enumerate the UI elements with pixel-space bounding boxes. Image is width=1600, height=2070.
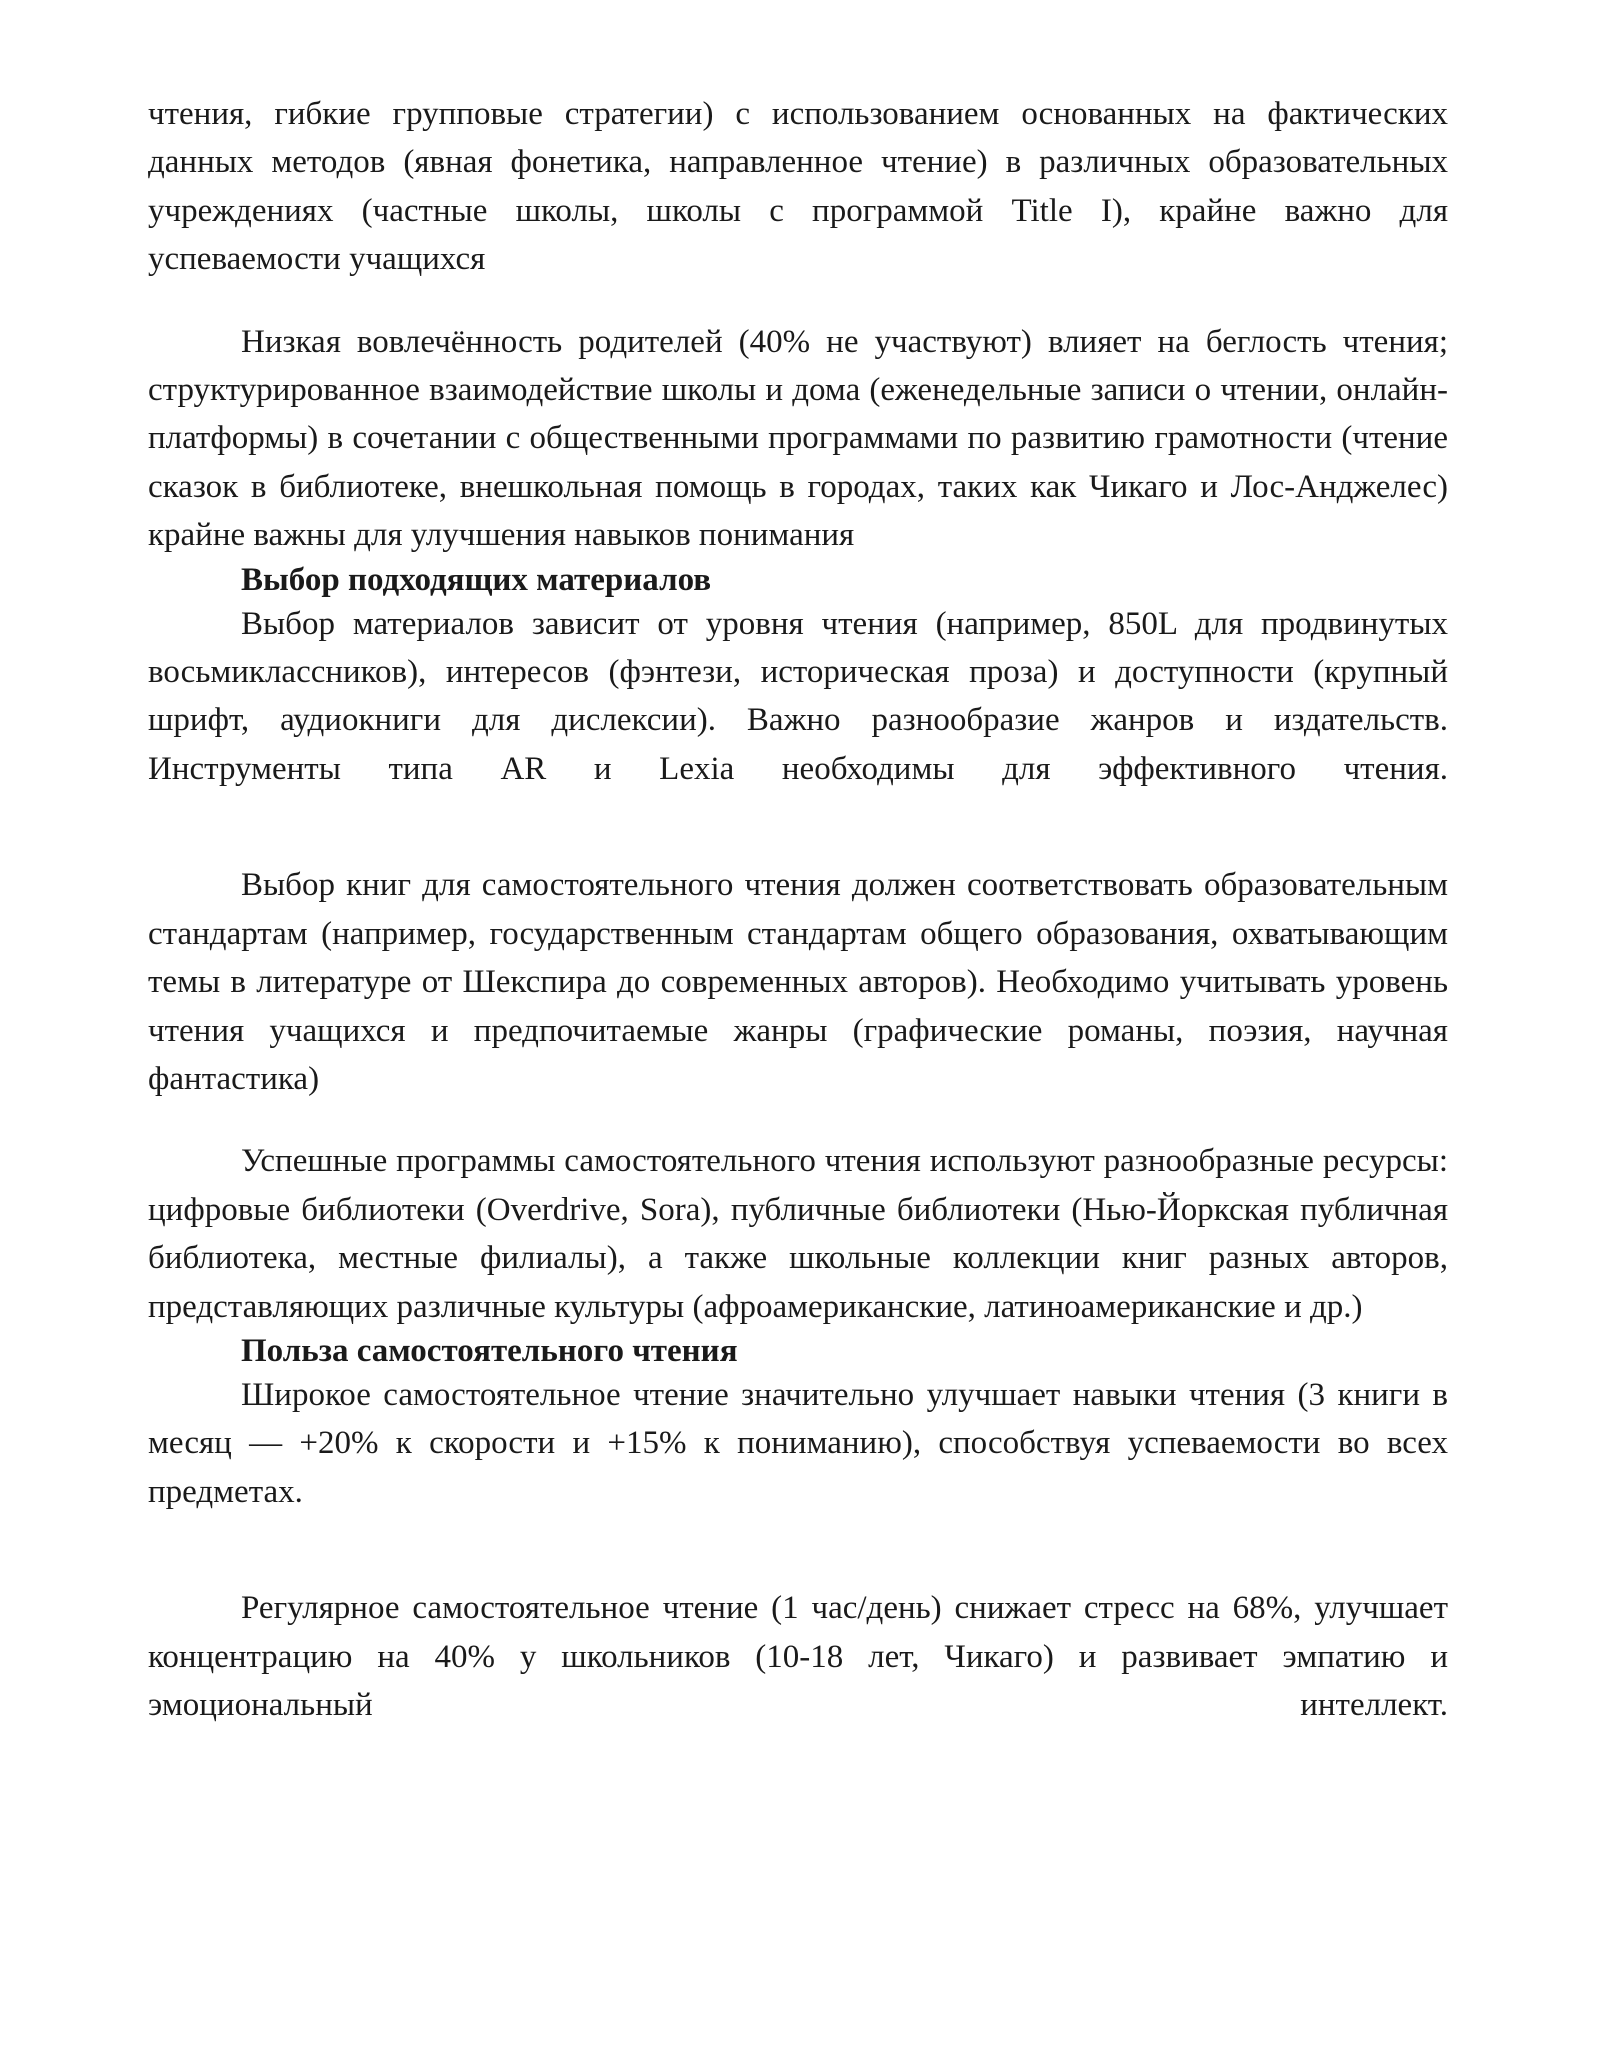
paragraph-continuation: чтения, гибкие групповые стратегии) с использованием основанных на фактических данных методов (явная фонетика, направленное чтение) в различных образовательных учреждениях (частные школы, школы с программой Title I), крайне важно для успеваемости учащихся [148, 96, 1448, 278]
paragraph-parent-involvement: Низкая вовлечённость родителей (40% не участвуют) влияет на беглость чтения; структурированное взаимодействие школы и дома (еженедельные записи о чтении, онлайн-платформы) в сочетании с общественными программами по развитию грамотности (чтение сказок в библиотеке, внешкольная помощь в городах, таких как Чикаго и Лос-Анджелес) крайне важны для улучшения навыков понимания [148, 323, 1448, 554]
paragraph-reading-benefits: Широкое самостоятельное чтение значительно улучшает навыки чтения (3 книги в месяц — +20% к скорости и +15% к пониманию), способствуя успеваемости во всех предметах. [148, 1376, 1448, 1510]
paragraph-book-standards: Выбор книг для самостоятельного чтения должен соответствовать образовательным стандартам (например, государственным стандартам общего образования, охватывающим темы в литературе от Шекспира до современных авторов). Необходимо учитывать уровень чтения учащихся и предпочитаемые жанры (графические романы, поэзия, научная фантастика) [148, 867, 1448, 1097]
document-page [148, 90, 1448, 1729]
section-heading-benefits: Польза самостоятельного чтения [241, 1332, 738, 1369]
paragraph-resources: Успешные программы самостоятельного чтения используют разнообразные ресурсы: цифровые библиотеки (Overdrive, Sora), публичные библиотеки (Нью-Йоркская публичная библиотека, местные филиалы), а также школьные коллекции книг разных авторов, представляющих различные культуры (афроамериканские, латиноамериканские и др.) [148, 1143, 1448, 1325]
paragraph-material-criteria: Выбор материалов зависит от уровня чтения (например, 850L для продвинутых восьмиклассников), интересов (фэнтези, историческая проза) и доступности (крупный шрифт, аудиокниги для дислексии). Важно разнообразие жанров и издательств. Инструменты типа AR и Lexia необходимы для эффективного чтения. [148, 605, 1448, 787]
section-heading-material-selection: Выбор подходящих материалов [241, 561, 712, 598]
paragraph-stress-reduction: Регулярное самостоятельное чтение (1 час/день) снижает стресс на 68%, улучшает концентрацию на 40% у школьников (10-18 лет, Чикаго) и развивает эмпатию и эмоциональный интеллект. [148, 1590, 1448, 1723]
